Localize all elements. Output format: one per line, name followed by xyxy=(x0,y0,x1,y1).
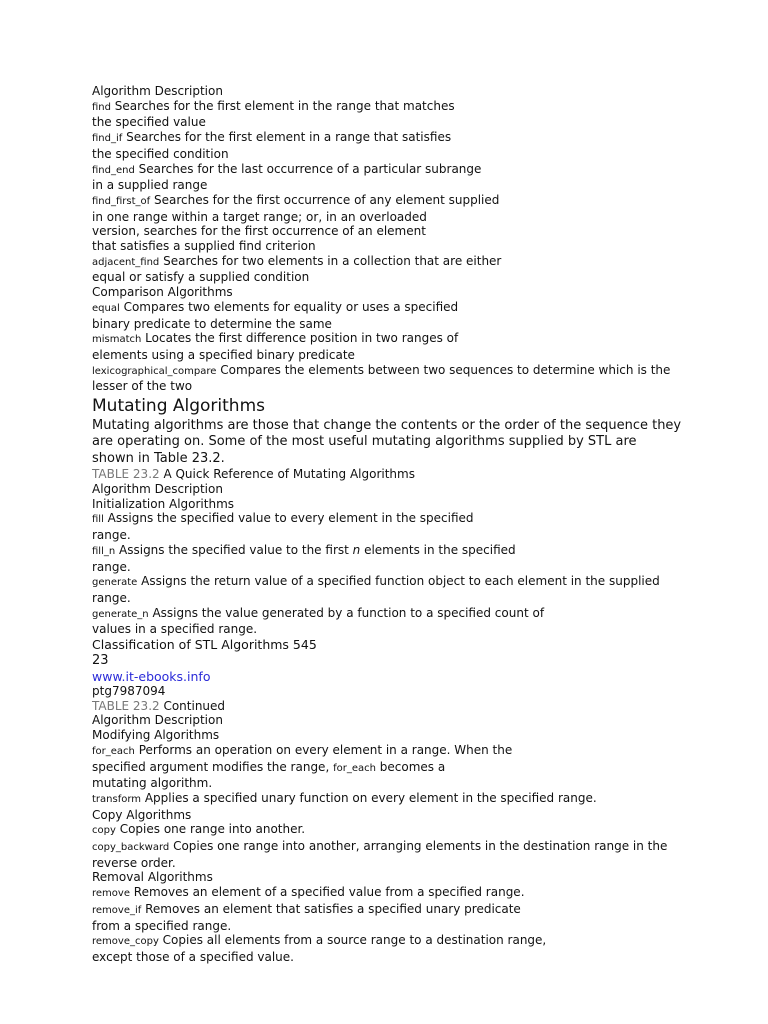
table-caption xyxy=(92,699,692,714)
table-row xyxy=(92,130,692,147)
algorithm-description: Searches for the last occurrence of a particular subrange xyxy=(134,161,482,176)
table-label: TABLE 23.2 xyxy=(92,467,160,482)
algorithm-description: Removes an element that satisfies a specified unary predicate xyxy=(141,901,521,916)
text-line xyxy=(92,147,692,162)
line-text: range. xyxy=(92,528,131,543)
table-row xyxy=(92,162,692,179)
table-row xyxy=(92,791,692,808)
algorithm-description: Locates the first difference position in two ranges of xyxy=(141,331,459,346)
header-text: Algorithm Description xyxy=(92,713,223,728)
table-row xyxy=(92,99,692,116)
algorithm-name: fill_n xyxy=(92,545,116,557)
page-id xyxy=(92,684,692,699)
table-row xyxy=(92,331,692,348)
text-line xyxy=(92,776,692,791)
footer-text: Classification of STL Algorithms 545 xyxy=(92,637,317,653)
line-text: in one range within a target range; or, in an overloaded xyxy=(92,209,427,224)
line-text: in a supplied range xyxy=(92,178,208,193)
algorithm-description: Searches for the first element in the range that matches xyxy=(110,98,455,113)
line-text: that satisfies a supplied find criterion xyxy=(92,239,316,254)
algorithm-name: remove_copy xyxy=(92,936,159,948)
algorithm-description: Searches for the first element in a range that satisfies xyxy=(122,130,452,145)
algorithm-description-end: elements in the specified xyxy=(360,542,516,557)
line-text: range. xyxy=(92,590,131,605)
line-text: binary predicate to determine the same xyxy=(92,316,332,331)
table-row xyxy=(92,933,692,950)
table-header xyxy=(92,482,692,497)
page-footer xyxy=(92,637,692,652)
text-line xyxy=(92,224,692,239)
paragraph-line: Mutating algorithms are those that change the contents or the order of the sequence they xyxy=(92,418,682,434)
category-heading xyxy=(92,728,692,743)
table-title: Continued xyxy=(159,698,226,713)
italic-n: n xyxy=(352,542,361,557)
text-line xyxy=(92,760,692,777)
text-line xyxy=(92,560,692,575)
section-heading: Mutating Algorithms xyxy=(92,396,265,417)
category-heading xyxy=(92,870,692,885)
algorithm-name: generate_n xyxy=(92,608,149,620)
line-text: reverse order. xyxy=(92,855,176,870)
text-line xyxy=(92,178,692,193)
algorithm-name: copy xyxy=(92,825,116,837)
category-heading xyxy=(92,497,692,512)
chapter-number-text: 23 xyxy=(92,653,109,669)
category-text: Initialization Algorithms xyxy=(92,496,235,511)
algorithm-description: Copies one range into another, arranging elements in the destination range in the xyxy=(169,839,668,854)
table-row xyxy=(92,300,692,317)
category-text: Modifying Algorithms xyxy=(92,728,220,743)
algorithm-description: Assigns the return value of a specified function object to each element in the supplied xyxy=(137,574,660,589)
table-row xyxy=(92,511,692,528)
text-line xyxy=(92,379,692,394)
table-caption xyxy=(92,467,692,482)
algorithm-description: Searches for two elements in a collection that are either xyxy=(159,253,502,268)
algorithm-name: mismatch xyxy=(92,334,142,346)
table-row xyxy=(92,606,692,623)
line-text: from a specified range. xyxy=(92,918,232,933)
header-text: Algorithm Description xyxy=(92,481,223,496)
algorithm-name: find_if xyxy=(92,133,123,145)
algorithm-description: Performs an operation on every element in a range. When the xyxy=(134,742,513,757)
text-line xyxy=(92,239,692,254)
table-row xyxy=(92,543,692,560)
table-header xyxy=(92,84,692,99)
paragraph-line: shown in Table 23.2. xyxy=(92,450,225,466)
algorithm-description: Assigns the specified value to the first xyxy=(115,542,353,557)
table-row xyxy=(92,902,692,919)
text-line xyxy=(92,115,692,130)
table-row xyxy=(92,839,692,856)
text-line xyxy=(92,622,692,637)
text-line xyxy=(92,210,692,225)
algorithm-name: remove xyxy=(92,888,130,900)
text-line xyxy=(92,270,692,285)
text-line xyxy=(92,528,692,543)
text-line xyxy=(92,919,692,934)
algorithm-name: equal xyxy=(92,302,120,314)
category-text: Removal Algorithms xyxy=(92,870,213,885)
header-text: Algorithm Description xyxy=(92,84,223,98)
algorithm-name: copy_backward xyxy=(92,842,170,854)
line-text: elements using a specified binary predicate xyxy=(92,347,355,362)
algorithm-description: Copies all elements from a source range to a destination range, xyxy=(158,933,547,948)
line-text: mutating algorithm. xyxy=(92,776,213,791)
algorithm-description: Copies one range into another. xyxy=(115,822,306,837)
algorithm-name: transform xyxy=(92,793,142,805)
table-row xyxy=(92,822,692,839)
line-text: lesser of the two xyxy=(92,379,193,394)
table-label: TABLE 23.2 xyxy=(92,698,160,713)
table-row xyxy=(92,574,692,591)
table-row xyxy=(92,885,692,902)
algorithm-description: Applies a specified unary function on every element in the specified range. xyxy=(141,790,597,805)
line-text-end: becomes a xyxy=(375,759,446,774)
algorithm-name: generate xyxy=(92,577,138,589)
text-line xyxy=(92,950,692,965)
algorithm-name: lexicographical_compare xyxy=(92,365,217,377)
text-line xyxy=(92,591,692,606)
link-text[interactable]: www.it-ebooks.info xyxy=(92,669,211,685)
line-text: version, searches for the first occurrence of an element xyxy=(92,224,426,239)
paragraph-line: are operating on. Some of the most useful mutating algorithms supplied by STL are xyxy=(92,434,637,450)
algorithm-name: find xyxy=(92,101,111,113)
algorithm-description: Compares two elements for equality or uses a specified xyxy=(119,299,459,314)
text-line xyxy=(92,348,692,363)
line-text: range. xyxy=(92,559,131,574)
line-text: equal or satisfy a supplied condition xyxy=(92,270,310,285)
line-text: the specified condition xyxy=(92,146,229,161)
category-heading xyxy=(92,285,692,300)
page-id-text: ptg7987094 xyxy=(92,684,166,699)
table-title: A Quick Reference of Mutating Algorithms xyxy=(159,467,415,482)
algorithm-name: for_each xyxy=(92,745,135,757)
algorithm-name: remove_if xyxy=(92,904,142,916)
category-heading xyxy=(92,808,692,823)
line-text: specified argument modifies the range, xyxy=(92,759,334,774)
category-text: Comparison Algorithms xyxy=(92,285,233,300)
algorithm-name: adjacent_find xyxy=(92,256,160,268)
table-row xyxy=(92,193,692,210)
line-text: values in a specified range. xyxy=(92,622,258,637)
chapter-number xyxy=(92,652,692,669)
table-row xyxy=(92,254,692,271)
algorithm-description: Searches for the first occurrence of any element supplied xyxy=(150,192,500,207)
table-row xyxy=(92,743,692,760)
algorithm-name: find_first_of xyxy=(92,195,151,207)
algorithm-name: find_end xyxy=(92,164,135,176)
algorithm-name: for_each xyxy=(333,762,376,774)
category-text: Copy Algorithms xyxy=(92,807,192,822)
algorithm-description: Compares the elements between two sequences to determine which is the xyxy=(216,362,671,377)
algorithm-description: Assigns the value generated by a function to a specified count of xyxy=(148,605,545,620)
table-row xyxy=(92,363,692,380)
line-text: except those of a specified value. xyxy=(92,949,294,964)
algorithm-name: fill xyxy=(92,514,104,526)
line-text: the specified value xyxy=(92,115,206,130)
text-line xyxy=(92,317,692,332)
document-body xyxy=(92,84,692,965)
text-line xyxy=(92,856,692,871)
website-link[interactable] xyxy=(92,669,692,684)
algorithm-description: Assigns the specified value to every element in the specified xyxy=(103,511,474,526)
table-header xyxy=(92,713,692,728)
algorithm-description: Removes an element of a specified value from a specified range. xyxy=(129,885,525,900)
